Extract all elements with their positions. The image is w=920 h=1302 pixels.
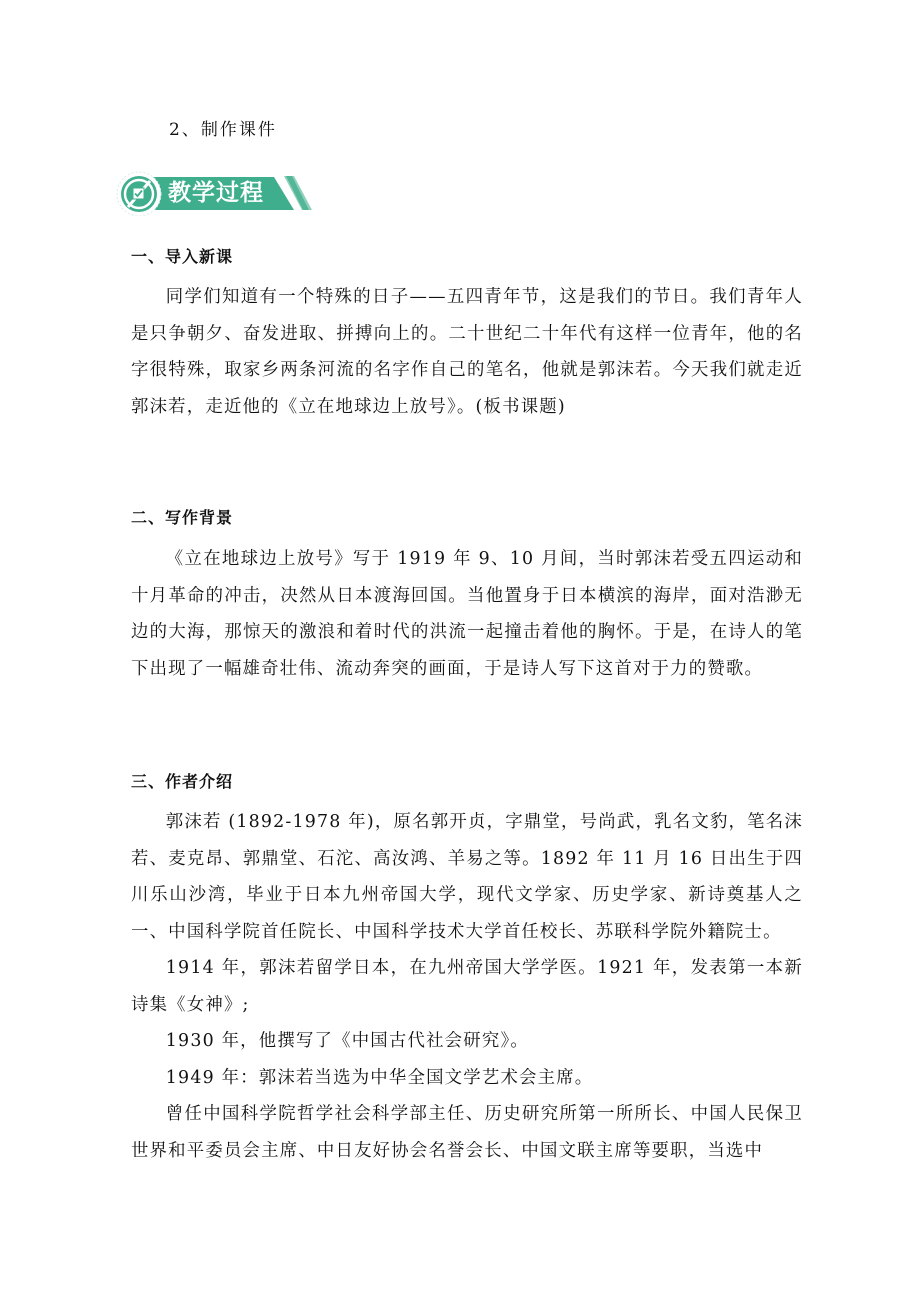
- section-heading-intro: 一、导入新课: [131, 247, 234, 266]
- paragraph-author-1930: 1930 年，他撰写了《中国古代社会研究》。: [165, 1031, 529, 1051]
- paragraph-author-bio: 郭沫若 (1892-1978 年)，原名郭开贞，字鼎堂，号尚武，乳名文豹，笔名沫若、麦克昂、郭鼎堂、石沱、高汝鸿、羊易之等。1892 年 11 月 16 日出生于四川乐山沙湾，毕业于日本九州帝国大学，现代文学家、历史学家、新诗奠基人之一、中国科学院首任院长、中国科学技术大学首任校长、苏联科学院外籍院士。: [131, 812, 803, 942]
- section-heading-author: 三、作者介绍: [131, 772, 234, 791]
- paragraph-author-posts: 曾任中国科学院哲学社会科学部主任、历史研究所第一所所长、中国人民保卫世界和平委员会主席、中日友好协会名誉会长、中国文联主席等要职，当选中: [131, 1104, 803, 1161]
- section-heading-background: 二、写作背景: [131, 508, 234, 527]
- checkbox-icon: [132, 187, 145, 200]
- paragraph-author-1949: 1949 年：郭沫若当选为中华全国文学艺术会主席。: [165, 1068, 594, 1088]
- paragraph-intro: 同学们知道有一个特殊的日子——五四青年节，这是我们的节日。我们青年人是只争朝夕、奋发进取、拼搏向上的。二十世纪二十年代有这样一位青年，他的名字很特殊，取家乡两条河流的名字作自己的笔名，他就是郭沫若。今天我们就走近郭沫若，走近他的《立在地球边上放号》。(板书课题): [131, 287, 803, 417]
- banner-title: 教学过程: [168, 180, 264, 206]
- prep-item: 2、制作课件: [169, 120, 277, 140]
- section-banner: [116, 170, 312, 216]
- paragraph-author-1914: 1914 年，郭沫若留学日本，在九州帝国大学学医。1921 年，发表第一本新诗集《女神》;: [131, 958, 803, 1015]
- paragraph-background: 《立在地球边上放号》写于 1919 年 9、10 月间，当时郭沫若受五四运动和十月革命的冲击，决然从日本渡海回国。当他置身于日本横滨的海岸，面对浩渺无边的大海，那惊天的激浪和着时代的洪流一起撞击着他的胸怀。于是，在诗人的笔下出现了一幅雄奇壮伟、流动奔突的画面，于是诗人写下这首对于力的赞歌。: [131, 549, 803, 679]
